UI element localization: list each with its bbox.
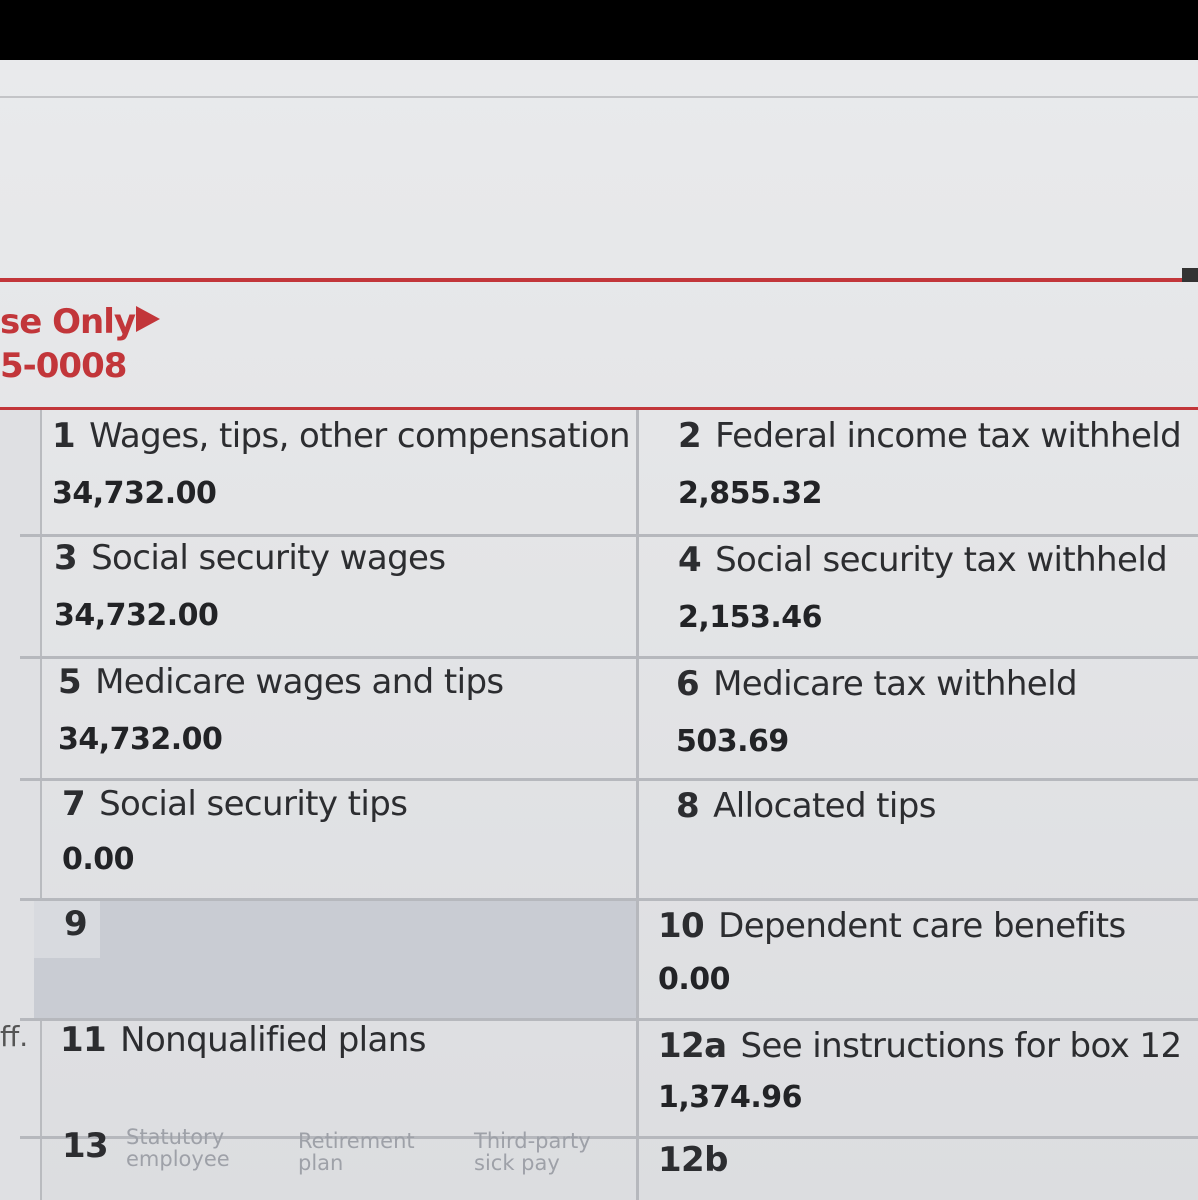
box-number: 12b (658, 1140, 728, 1180)
box-2-label (678, 416, 1181, 456)
box-number: 13 (62, 1126, 109, 1166)
box-7-label (62, 784, 407, 824)
box-3-value: 34,732.00 (54, 598, 219, 633)
box-title: Federal income tax withheld (715, 416, 1182, 456)
retirement-plan-option (298, 1130, 415, 1174)
box-number: 2 (678, 416, 702, 456)
box-title: Social security tax withheld (715, 540, 1168, 580)
box-13-label (62, 1126, 122, 1166)
box-title: Medicare wages and tips (95, 662, 504, 702)
box-11-label (60, 1020, 426, 1060)
box-10-label (658, 906, 1126, 946)
option-line: Third-party (474, 1129, 591, 1153)
omb-number: 5-0008 (0, 346, 127, 386)
option-line: Statutory (126, 1125, 225, 1149)
box-title: Social security wages (91, 538, 446, 578)
box-9-shaded-area (34, 900, 636, 1018)
box-number: 12a (658, 1026, 727, 1066)
box-12b-label (658, 1140, 742, 1180)
box-12a-label (658, 1026, 1182, 1066)
w2-form-photo (0, 60, 1198, 1200)
box-7-value: 0.00 (62, 842, 135, 877)
box-number: 11 (60, 1020, 107, 1060)
option-line: plan (298, 1151, 344, 1175)
statutory-employee-option (126, 1126, 230, 1170)
box-number: 8 (676, 786, 700, 826)
option-line: Retirement (298, 1129, 415, 1153)
box-9-label (64, 904, 101, 944)
box-number: 9 (64, 904, 88, 944)
box-12a-value: 1,374.96 (658, 1080, 803, 1115)
omb-use-only-label: se Only (0, 302, 136, 342)
box-number: 10 (658, 906, 705, 946)
red-rule-end (1182, 268, 1198, 282)
box-2-value: 2,855.32 (678, 476, 823, 511)
box-number: 4 (678, 540, 702, 580)
box-number: 7 (62, 784, 86, 824)
row-divider (20, 778, 1198, 781)
left-edge-column (0, 410, 42, 1200)
box-5-label (58, 662, 504, 702)
box-1-label (52, 416, 630, 456)
box-title: See instructions for box 12 (740, 1026, 1182, 1066)
box-1-value: 34,732.00 (52, 476, 217, 511)
box-title: Social security tips (99, 784, 408, 824)
box-6-value: 503.69 (676, 724, 789, 759)
left-margin-text: ff. (0, 1020, 29, 1053)
grid-top-border (0, 407, 1198, 410)
arrow-right-icon (136, 306, 160, 332)
box-title: Nonqualified plans (120, 1020, 426, 1060)
box-title: Wages, tips, other compensation (89, 416, 630, 456)
third-party-sick-pay-option (474, 1130, 591, 1174)
option-line: sick pay (474, 1151, 560, 1175)
box-8-label (676, 786, 936, 826)
box-3-label (54, 538, 446, 578)
column-divider (636, 410, 639, 1200)
box-6-label (676, 664, 1077, 704)
box-title: Medicare tax withheld (713, 664, 1077, 704)
box-title: Allocated tips (713, 786, 936, 826)
box-4-value: 2,153.46 (678, 600, 823, 635)
row-divider (20, 656, 1198, 659)
option-line: employee (126, 1147, 230, 1171)
row-divider (20, 534, 1198, 537)
row-divider (20, 898, 1198, 901)
box-number: 3 (54, 538, 78, 578)
box-title: Dependent care benefits (718, 906, 1126, 946)
box-number: 1 (52, 416, 76, 456)
red-rule (0, 278, 1198, 282)
box-number: 6 (676, 664, 700, 704)
box-5-value: 34,732.00 (58, 722, 223, 757)
box-10-value: 0.00 (658, 962, 731, 997)
box-4-label (678, 540, 1167, 580)
top-divider (0, 96, 1198, 98)
box-number: 5 (58, 662, 82, 702)
